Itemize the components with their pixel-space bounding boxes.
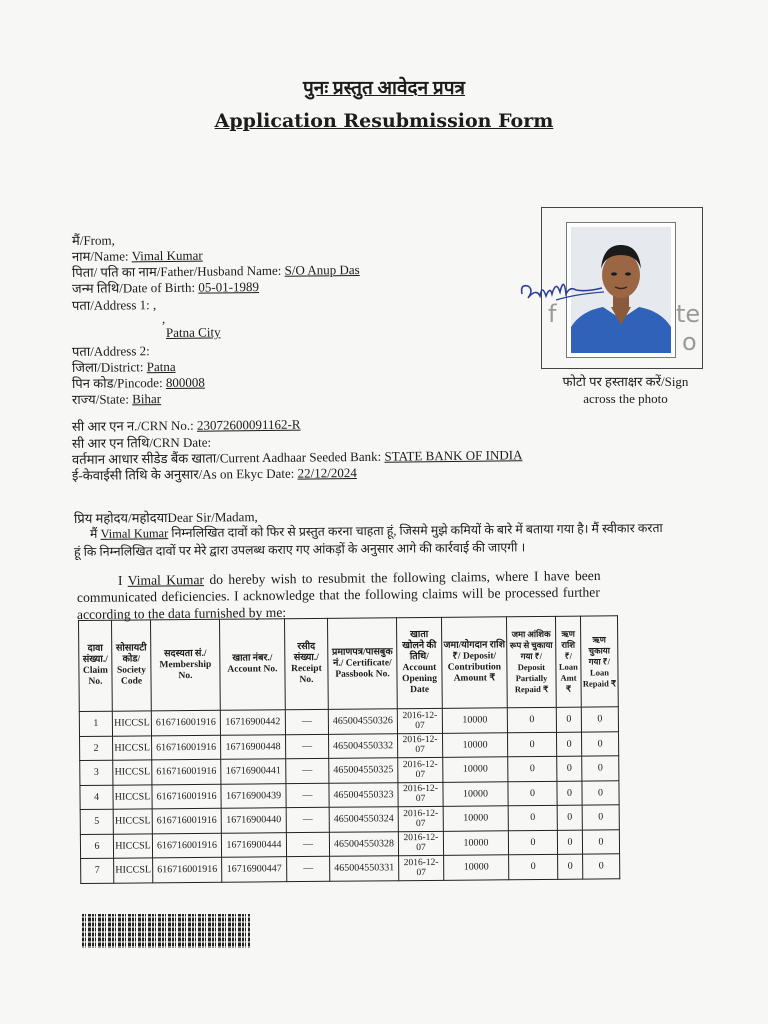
cell-loan-amt: 0 — [556, 732, 581, 757]
hindi-applicant-name: Vimal Kumar — [100, 526, 169, 541]
cell-account-no: 16716900441 — [221, 759, 286, 784]
cell-society-code: HICCSL — [113, 833, 152, 858]
cell-account-no: 16716900440 — [221, 808, 286, 833]
english-statement-line2: communicated deficiencies. I acknowledge that the following claims will be processed further — [76, 584, 600, 605]
cell-loan-amt: 0 — [557, 830, 582, 855]
cell-loan-repaid: 0 — [583, 854, 620, 879]
cell-receipt-no: — — [287, 856, 330, 881]
cell-deposit-repaid: 0 — [508, 830, 557, 855]
name-label: नाम/Name: — [71, 248, 129, 264]
address1-label: पता/Address 1: , — [71, 297, 157, 313]
state-value: Bihar — [132, 391, 162, 407]
header-loan-repaid: ऋण चुकाया गया ₹/ Loan Repaid ₹ — [580, 616, 618, 707]
cell-receipt-no: — — [286, 783, 329, 808]
cell-membership-no: 616716001916 — [152, 808, 221, 833]
header-account-no: खाता नंबर./ Account No. — [219, 619, 285, 711]
cell-receipt-no: — — [286, 807, 329, 832]
cell-membership-no: 616716001916 — [153, 857, 222, 882]
pincode-value: 800008 — [165, 374, 205, 391]
dob-row — [72, 277, 259, 297]
cell-membership-no: 616716001916 — [152, 759, 221, 784]
cell-loan-repaid: 0 — [582, 756, 619, 781]
ekyc-label: ई-केवाईसी तिथि के अनुसार/As on Ekyc Date: — [71, 465, 295, 483]
name-value: Vimal Kumar — [131, 247, 203, 264]
cell-loan-amt: 0 — [558, 854, 583, 879]
cell-deposit-amount: 10000 — [443, 757, 508, 782]
cell-loan-amt: 0 — [556, 707, 581, 732]
cell-account-no: 16716900442 — [220, 710, 285, 735]
cell-account-no: 16716900448 — [221, 734, 286, 759]
header-receipt-no: रसीद संख्या./ Receipt No. — [284, 618, 328, 709]
cell-opening-date: 2016-12-07 — [398, 806, 443, 831]
cell-opening-date: 2016-12-07 — [397, 708, 442, 733]
cell-certificate-no: 465004550323 — [329, 782, 398, 807]
cell-loan-repaid: 0 — [582, 829, 619, 854]
form-title-english: Application Resubmission Form — [214, 110, 554, 132]
cell-claim-no: 2 — [80, 736, 113, 761]
cell-society-code: HICCSL — [113, 735, 152, 760]
district-value: Patna — [146, 358, 176, 375]
claims-table-body — [79, 707, 619, 883]
header-loan-amt: ऋण राशि ₹/ Loan Amt ₹ — [555, 616, 581, 707]
father-label: पिता/ पति का नाम/Father/Husband Name: — [71, 262, 282, 280]
cell-membership-no: 616716001916 — [152, 784, 221, 809]
cell-loan-repaid: 0 — [581, 731, 618, 756]
father-value: S/O Anup Das — [284, 261, 360, 278]
cell-loan-repaid: 0 — [581, 707, 618, 732]
cell-claim-no: 7 — [81, 858, 114, 883]
cell-loan-repaid: 0 — [582, 780, 619, 805]
cell-certificate-no: 465004550332 — [329, 733, 398, 758]
cell-deposit-amount: 10000 — [444, 855, 509, 880]
cell-opening-date: 2016-12-07 — [398, 733, 443, 758]
cell-deposit-repaid: 0 — [508, 756, 557, 781]
cell-deposit-repaid: 0 — [508, 781, 557, 806]
from-label: मैं/From, — [71, 232, 115, 248]
cell-certificate-no: 465004550328 — [329, 831, 398, 856]
cell-society-code: HICCSL — [114, 858, 153, 883]
bank-label: वर्तमान आधार सीडेड बैंक खाता/Current Aadhaar Seeded Bank: — [71, 448, 382, 467]
cell-opening-date: 2016-12-07 — [398, 757, 443, 782]
cell-loan-amt: 0 — [557, 781, 582, 806]
hindi-statement-line2: हूं कि निम्नलिखित दावों पर मेरे द्वारा उपलब्ध कराए गए आंकड़ों के अनुसार आगे की कार्रवाई की जाएगी । — [73, 540, 526, 559]
state-row — [72, 389, 161, 408]
dob-value: 05-01-1989 — [198, 279, 260, 295]
crn-date-label: सी आर एन तिथि/CRN Date: — [71, 434, 212, 451]
cell-society-code: HICCSL — [113, 784, 152, 809]
hindi-statement-text: निम्नलिखित दावों को फिर से प्रस्तुत करना चाहता हूं, जिसमे मुझे कमियों के बारे में बताया गया है। मैं स्वीकार करता — [171, 521, 663, 541]
cell-certificate-no: 465004550326 — [328, 709, 397, 734]
header-certificate-no: प्रमाणपत्र/पासबुक नं./ Certificate/ Passbook No. — [327, 618, 397, 710]
address1-city: Patna City — [165, 324, 221, 340]
photo-caption-line1: फोटो पर हस्ताक्षर करें/Sign — [562, 374, 689, 389]
cell-deposit-amount: 10000 — [443, 806, 508, 831]
cell-membership-no: 616716001916 — [152, 833, 221, 858]
cell-membership-no: 616716001916 — [152, 735, 221, 760]
cell-society-code: HICCSL — [112, 711, 151, 736]
crn-label: सी आर एन न./CRN No.: — [71, 417, 194, 434]
cell-certificate-no: 465004550331 — [330, 856, 399, 881]
dob-label: जन्म तिथि/Date of Birth: — [71, 279, 196, 296]
cell-claim-no: 4 — [80, 785, 113, 810]
state-label: राज्य/State: — [71, 391, 129, 407]
cell-opening-date: 2016-12-07 — [398, 831, 443, 856]
hindi-pronoun: मैं — [89, 526, 98, 541]
photo-sign-caption — [543, 373, 708, 407]
bank-value: STATE BANK OF INDIA — [384, 447, 523, 464]
cell-deposit-repaid: 0 — [507, 707, 556, 732]
cell-loan-amt: 0 — [557, 756, 582, 781]
cell-deposit-amount: 10000 — [443, 830, 508, 855]
cell-deposit-amount: 10000 — [442, 708, 507, 733]
table-row — [81, 854, 620, 883]
ghost-letter-f: f — [548, 300, 557, 328]
salutation: प्रिय महोदय/महोदयाDear Sir/Madam, — [73, 509, 258, 526]
header-membership-no: सदस्यता सं./ Membership No. — [151, 619, 221, 711]
header-opening-date: खाता खोलने की तिथि/ Account Opening Date — [396, 617, 442, 708]
cell-society-code: HICCSL — [113, 760, 152, 785]
cell-deposit-repaid: 0 — [507, 732, 556, 757]
english-statement-line3: according to the data furnished by me: — [76, 604, 287, 622]
header-deposit-amount: जमा/योगदान राशि ₹/ Deposit/ Contribution Amount ₹ — [441, 617, 507, 709]
cell-opening-date: 2016-12-07 — [398, 782, 443, 807]
ghost-letter-o: o — [682, 328, 697, 356]
cell-receipt-no: — — [286, 832, 329, 857]
cell-account-no: 16716900439 — [221, 783, 286, 808]
signature-icon — [516, 270, 606, 310]
crn-value: 23072600091162-R — [196, 416, 301, 433]
district-label: जिला/District: — [71, 359, 144, 375]
cell-loan-amt: 0 — [557, 805, 582, 830]
cell-receipt-no: — — [285, 709, 328, 734]
cell-deposit-amount: 10000 — [442, 732, 507, 757]
cell-receipt-no: — — [286, 758, 329, 783]
cell-claim-no: 3 — [80, 760, 113, 785]
cell-membership-no: 616716001916 — [151, 710, 220, 735]
cell-deposit-repaid: 0 — [509, 854, 558, 879]
cell-loan-repaid: 0 — [582, 805, 619, 830]
header-deposit-repaid: जमा आंशिक रूप से चुकाया गया ₹/ Deposit Partially Repaid ₹ — [506, 616, 556, 707]
english-applicant-name: Vimal Kumar — [127, 572, 205, 588]
address1-line2: , — [161, 310, 166, 326]
barcode — [82, 914, 250, 948]
ekyc-row — [72, 463, 357, 484]
cell-opening-date: 2016-12-07 — [399, 855, 444, 880]
cell-account-no: 16716900447 — [222, 857, 287, 882]
cell-receipt-no: — — [286, 734, 329, 759]
form-title-hindi: पुनः प्रस्तुत आवेदन प्रपत्र — [303, 78, 465, 99]
english-pronoun: I — [117, 572, 123, 588]
cell-account-no: 16716900444 — [221, 832, 286, 857]
pincode-label: पिन कोड/Pincode: — [71, 375, 163, 391]
cell-deposit-amount: 10000 — [443, 781, 508, 806]
ekyc-value: 22/12/2024 — [297, 465, 357, 481]
cell-claim-no: 6 — [80, 834, 113, 859]
ghost-letter-te: te — [676, 300, 701, 328]
header-society-code: सोसायटी कोड/ Society Code — [112, 620, 152, 711]
header-claim-no: दावा संख्या./ Claim No. — [79, 620, 113, 711]
table-header-row — [79, 616, 619, 712]
cell-deposit-repaid: 0 — [508, 805, 557, 830]
cell-certificate-no: 465004550325 — [329, 758, 398, 783]
cell-society-code: HICCSL — [113, 809, 152, 834]
cell-claim-no: 5 — [80, 809, 113, 834]
cell-claim-no: 1 — [79, 711, 112, 736]
address2-label: पता/Address 2: — [71, 343, 150, 359]
english-statement-text: do hereby wish to resubmit the following claims, where I have been — [209, 567, 601, 588]
claims-table — [78, 615, 620, 883]
photo-caption-line2: across the photo — [583, 391, 668, 406]
cell-certificate-no: 465004550324 — [329, 807, 398, 832]
